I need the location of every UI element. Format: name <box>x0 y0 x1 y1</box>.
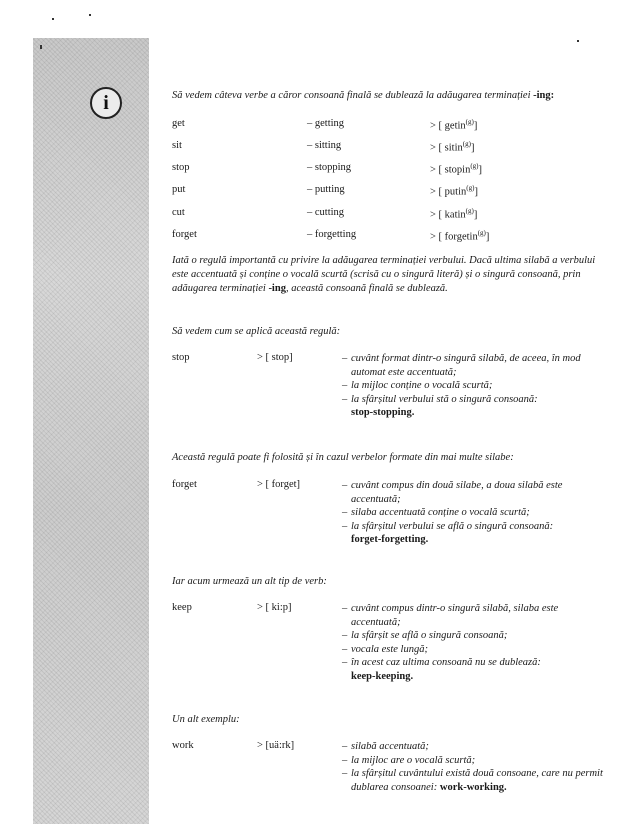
example-rule-list <box>342 740 604 794</box>
list-item: – la sfârșitul cuvântului există două consoane, care nu permit dublarea consoanei: work-working. <box>342 768 603 793</box>
apply-intro: Să vedem cum se aplică această regulă: <box>172 326 341 337</box>
verb-pron: > [ forgetin$^{(g)}$] <box>430 229 490 243</box>
scan-mark <box>577 40 579 42</box>
scan-mark <box>52 18 54 20</box>
verb-ing: – forgetting <box>307 229 357 240</box>
verb-base: get <box>172 118 185 129</box>
example-transcription: > [ ki:p] <box>257 602 292 613</box>
intro-suffix: -ing: <box>533 90 555 101</box>
rule-line: este accentuată și conține o vocală scurtă (scrisă cu o singură literă) și o singură consoană, prin <box>172 269 581 280</box>
example-result: forget-forgetting. <box>351 534 429 545</box>
list-item: – la sfârșit se află o singură consoană; <box>342 630 508 641</box>
verb-ing: – cutting <box>307 207 345 218</box>
example-rule-list <box>342 352 604 420</box>
list-item: – silabă accentuată; <box>342 741 429 752</box>
intro-text <box>172 90 554 101</box>
example-transcription: > [ stop] <box>257 352 293 363</box>
verb-base: put <box>172 184 186 195</box>
multi-syllable-intro: Această regulă poate fi folosită și în cazul verbelor formate din mai multe silabe: <box>172 452 514 463</box>
verb-ing: – sitting <box>307 140 342 151</box>
verb-base: sit <box>172 140 182 151</box>
verb-base: stop <box>172 162 190 173</box>
verb-ing: – getting <box>307 118 345 129</box>
scan-mark <box>40 45 42 49</box>
list-item: – la mijloc conține o vocală scurtă; <box>342 380 493 391</box>
verb-base: cut <box>172 207 185 218</box>
verb-pron: > [ sitin$^{(g)}$] <box>430 140 475 154</box>
scan-mark <box>89 14 91 16</box>
list-item: – cuvânt compus dintr-o singură silabă, silaba este accentuată; <box>342 603 559 628</box>
intro-sentence: Să vedem câteva verbe a căror consoană finală se dublează la adăugarea terminației <box>172 90 531 101</box>
verb-base: forget <box>172 229 197 240</box>
verb-ing: – stopping <box>307 162 352 173</box>
list-item: – vocala este lungă; <box>342 643 428 655</box>
decorative-sidebar <box>33 38 149 824</box>
info-icon: i <box>90 87 122 119</box>
example-rule-list <box>342 479 604 547</box>
example-transcription: > [ forget] <box>257 479 301 490</box>
list-item: – la mijloc are o vocală scurtă; <box>342 754 476 766</box>
another-example-intro: Un alt exemplu: <box>172 714 240 725</box>
rule-line: adăugarea terminației -ing, această consoană finală se dublează. <box>172 283 448 294</box>
verb-ing: – putting <box>307 184 345 195</box>
list-item: – la sfârșitul verbului se află o singură consoană: <box>342 520 554 532</box>
example-transcription: > [uä:rk] <box>257 740 295 751</box>
example-result: keep-keeping. <box>351 670 414 682</box>
example-result: stop-stopping. <box>351 407 415 418</box>
list-item: – cuvânt compus din două silabe, a doua silabă este accentuată; <box>342 480 563 505</box>
example-word: keep <box>172 602 192 613</box>
verb-pron: > [ putin$^{(g)}$] <box>430 184 478 198</box>
example-result: work-working. <box>439 781 507 793</box>
example-word: stop <box>172 352 190 363</box>
list-item: – la sfârșitul verbului stă o singură consoană: <box>342 393 538 405</box>
verb-pron: > [ getin$^{(g)}$] <box>430 118 478 132</box>
example-word: work <box>172 740 194 751</box>
verb-pron: > [ katin$^{(g)}$] <box>430 207 478 221</box>
rule-paragraph <box>172 254 612 296</box>
example-word: forget <box>172 479 197 490</box>
rule-line: Iată o regulă importantă cu privire la adăugarea terminației verbului. Dacă ultima silabă a verbului <box>172 255 596 266</box>
example-rule-list <box>342 602 604 683</box>
list-item: – cuvânt format dintr-o singură silabă, de aceea, în mod automat este accentuată; <box>342 353 581 378</box>
verb-pron: > [ stopin$^{(g)}$] <box>430 162 483 176</box>
list-item: – în acest caz ultima consoană nu se dublează: <box>342 657 541 668</box>
list-item: – silaba accentuată conține o vocală scurtă; <box>342 507 530 518</box>
other-verb-intro: Iar acum urmează un alt tip de verb: <box>172 576 327 587</box>
